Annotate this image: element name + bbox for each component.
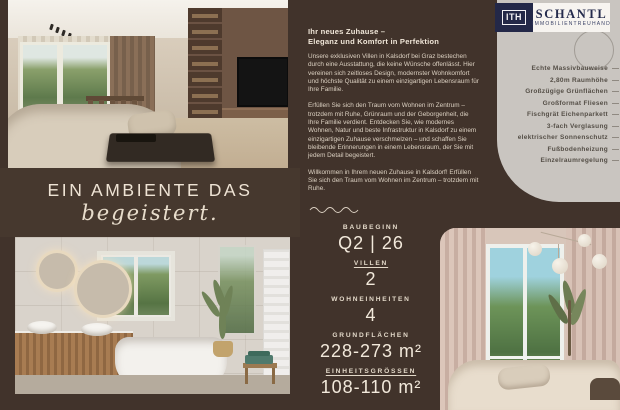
shelf-lighting	[192, 14, 218, 120]
plant	[548, 280, 592, 358]
brand-name: SCHANTL	[535, 6, 608, 21]
intro-paragraph-2: Erfüllen Sie sich den Traum vom Wohnen im Zentrum – trotzdem mit Ruhe, Grünraum und der Geborgenheit, die Ihre Familie verdient. Entdecken Sie, wie modernes Wohnen, Natur und beste Infrastruktur in Kalsdorf zu einem einzigartigen Zuhause verschmelzen – und schaffen Sie bleibende Erinnerungen in einem Lebensraum, der Sie mit jedem Detail begeistert.	[308, 102, 477, 160]
feature-label: elektrischer Sonnenschutz	[517, 134, 608, 142]
stat-value: 4	[365, 305, 377, 325]
feature-label: Großformat Fliesen	[542, 99, 608, 107]
living-room-photo	[8, 0, 288, 168]
round-mirror	[77, 263, 129, 315]
stat-villen	[299, 260, 443, 289]
feature-item	[470, 132, 620, 144]
feature-tick	[612, 149, 619, 150]
feature-item	[470, 109, 620, 121]
feature-label: 3-fach Verglasung	[546, 122, 608, 130]
intro-paragraph-3: Willkommen in Ihrem neuen Zuhause in Kalsdorf! Erfüllen Sie sich den Traum vom Wohnen im Zentrum – trotzdem mit Ruhe.	[308, 168, 479, 193]
feature-item	[470, 98, 620, 110]
washbasin	[81, 323, 113, 336]
squiggle-divider	[308, 205, 362, 214]
plant-stem	[568, 300, 571, 356]
intro-title-line2: Eleganz und Komfort in Perfektion	[308, 37, 440, 46]
intro-title	[308, 27, 480, 47]
bedroom-photo	[440, 228, 620, 410]
coffee-table-tray	[116, 134, 156, 142]
washbasin	[27, 321, 57, 334]
throw-blanket	[590, 378, 620, 400]
feature-label: 2,80m Raumhöhe	[549, 76, 608, 84]
stats-column	[299, 224, 443, 404]
pendant-globe	[552, 258, 568, 274]
feature-tick	[612, 114, 619, 115]
feature-label: Einzelraumregelung	[540, 157, 608, 165]
intro-paragraph-1: Unsere exklusiven Villen in Kalsdorf bei Graz bestechen durch eine Ausstattung, die keine Wünsche offenlässt. Hier vereinen sich zeitloses Design, modernster Wohnkomfort und höchste Qualität zu einem einzigartigen Lebensraum für Ihre Familie.	[308, 53, 479, 94]
tagline-band	[0, 168, 300, 237]
stat-label: WOHNEINHEITEN	[331, 296, 411, 303]
feature-item	[470, 155, 620, 167]
stool-legs	[245, 368, 275, 384]
feature-list	[470, 63, 620, 167]
stat-value: Q2 | 26	[338, 233, 404, 253]
stat-value: 228-273 m²	[319, 341, 423, 361]
brand-logo-box	[495, 3, 533, 32]
feature-label: Fußbodenheizung	[547, 145, 608, 153]
bathroom-photo	[15, 237, 290, 394]
feature-item	[470, 121, 620, 133]
feature-item	[470, 144, 620, 156]
feature-tick	[612, 68, 619, 69]
feature-tick	[612, 160, 619, 161]
stat-baubeginn	[299, 224, 443, 253]
feature-tick	[612, 137, 619, 138]
tagline-line1: EIN AMBIENTE DAS	[47, 180, 253, 200]
feature-label: Fischgrät Eichenparkett	[527, 111, 608, 119]
round-mirror	[39, 253, 75, 289]
feature-tick	[612, 103, 619, 104]
ith-monogram-icon: ITH	[502, 10, 526, 25]
tagline-script: begeistert.	[81, 201, 219, 225]
stat-value: 108-110 m²	[320, 377, 422, 397]
stat-grundflaechen	[299, 332, 443, 361]
feature-tick	[612, 126, 619, 127]
plant	[201, 279, 241, 343]
green-towel	[248, 351, 270, 356]
feature-item	[470, 75, 620, 87]
stat-label: BAUBEGINN	[342, 224, 400, 231]
pendant-globe	[578, 234, 591, 247]
green-towel	[245, 355, 273, 364]
intro-title-line1: Ihr neues Zuhause –	[308, 27, 386, 36]
stat-wohneinheiten	[299, 296, 443, 325]
tv-screen	[237, 57, 288, 107]
pendant-globe	[592, 254, 607, 269]
window-pane	[138, 257, 169, 315]
feature-tick	[612, 80, 619, 81]
stat-einheitsgroessen	[299, 368, 443, 397]
stat-label: EINHEITSGRÖSSEN	[325, 368, 417, 375]
stat-value: 2	[365, 269, 377, 289]
stat-label: VILLEN	[353, 260, 389, 267]
intro-text	[308, 27, 480, 219]
brand-wordmark	[533, 3, 610, 32]
stat-label: GRUNDFLÄCHEN	[332, 332, 410, 339]
pendant-globe	[528, 242, 542, 256]
feature-tick	[612, 91, 619, 92]
feature-item	[470, 63, 620, 75]
feature-item	[470, 86, 620, 98]
feature-label: Großzügige Grünflächen	[525, 88, 608, 96]
brand-subtitle: IMMOBILIENTREUHAND	[532, 20, 611, 27]
feature-label: Echte Massivbauweise	[531, 65, 608, 73]
plant-basket	[213, 341, 233, 357]
